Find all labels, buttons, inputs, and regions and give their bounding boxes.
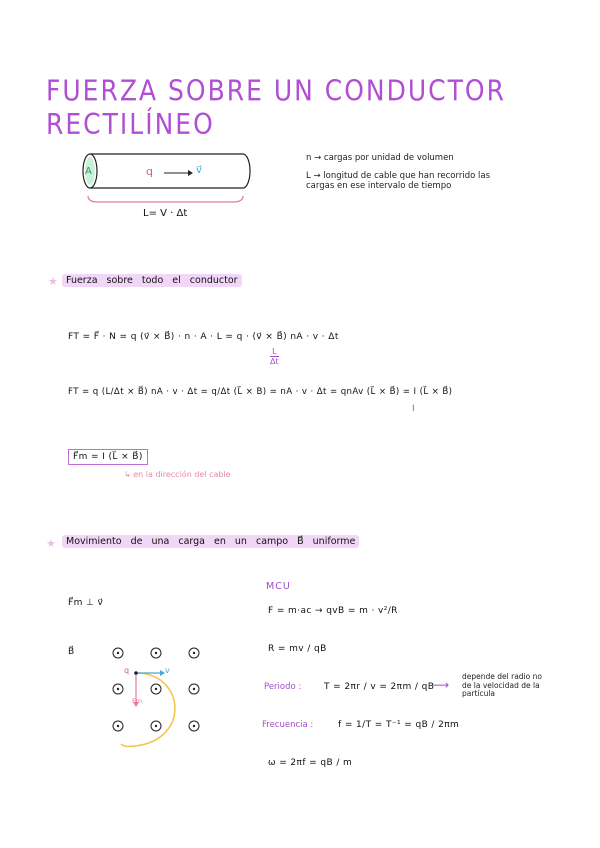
b-field-label: B⃗ [68,647,75,657]
mcu-heading: MCU [266,581,291,592]
underbrace-num: L [270,347,279,357]
diagram-charge-label: q [124,666,130,675]
period-label: Periodo : [264,682,302,692]
conductor-cylinder-diagram [78,150,253,210]
frequency-label: Frecuencia : [262,720,314,730]
cylinder-velocity-label: v⃗ [196,165,202,176]
section-heading-charge-motion: Movimiento de una carga en un campo B⃗ uniforme [62,535,359,548]
diagram-velocity-label: v [165,666,170,675]
force-equation-1: FT = F⃗ · N = q (v⃗ × B⃗) · n · A · L = q · (v⃗ × B⃗) nA · v · Δt [68,332,339,342]
cylinder-end-label: A [85,166,92,177]
cylinder-charge-label: q [146,165,153,178]
magnetic-field-dot-diagram [105,640,215,750]
period-note-line2: de la velocidad de la [462,680,540,690]
section-heading-force-conductor: Fuerza sobre todo el conductor [62,274,242,287]
star-icon: ★ [46,537,56,550]
arrow-right-icon: ⟶ [432,678,450,692]
boxed-equation-note: ↳ en la dirección del cable [124,470,231,479]
frequency-equation: f = 1/T = T⁻¹ = qB / 2πm [338,720,460,730]
radius-equation: R = mv / qB [268,644,327,654]
force-equation-2: FT = q (L/Δt × B⃗) nA · v · Δt = q/Δt (L⃗ × B) = nA · v · Δt = qnAv (L⃗ × B⃗) = I (L⃗ × B⃗) [68,387,453,397]
length-formula: L= V · Δt [143,208,188,219]
note-l [306,171,546,191]
force-equation-1-underbrace [270,347,279,366]
angular-frequency-equation: ω = 2πf = qB / m [268,758,353,768]
newton-equation: F = m·ac → qvB = m · v²/R [268,606,398,616]
force-equation-2-underbrace: I [412,404,415,414]
underbrace-den: Δt [270,357,279,366]
fm-perpendicular-v: F⃗m ⊥ v⃗ [68,598,104,608]
note-l-line2: cargas en ese intervalo de tiempo [306,181,452,191]
period-note [462,673,542,699]
period-note-line3: partícula [462,689,496,698]
period-equation: T = 2πr / v = 2πm / qB [324,682,435,692]
note-l-line1: L → longitud de cable que han recorrido las [306,171,490,181]
note-n [306,153,454,163]
note-n-text: n → cargas por unidad de volumen [306,153,454,163]
period-note-line1: depende del radio no [462,672,542,681]
magnetic-force-boxed-equation: F⃗m = I (L⃗ × B⃗) [68,449,148,465]
page-title: FUERZA SOBRE UN CONDUCTOR RECTILÍNEO [46,74,506,141]
star-icon: ★ [48,275,58,288]
diagram-force-label: Fm [132,697,143,705]
